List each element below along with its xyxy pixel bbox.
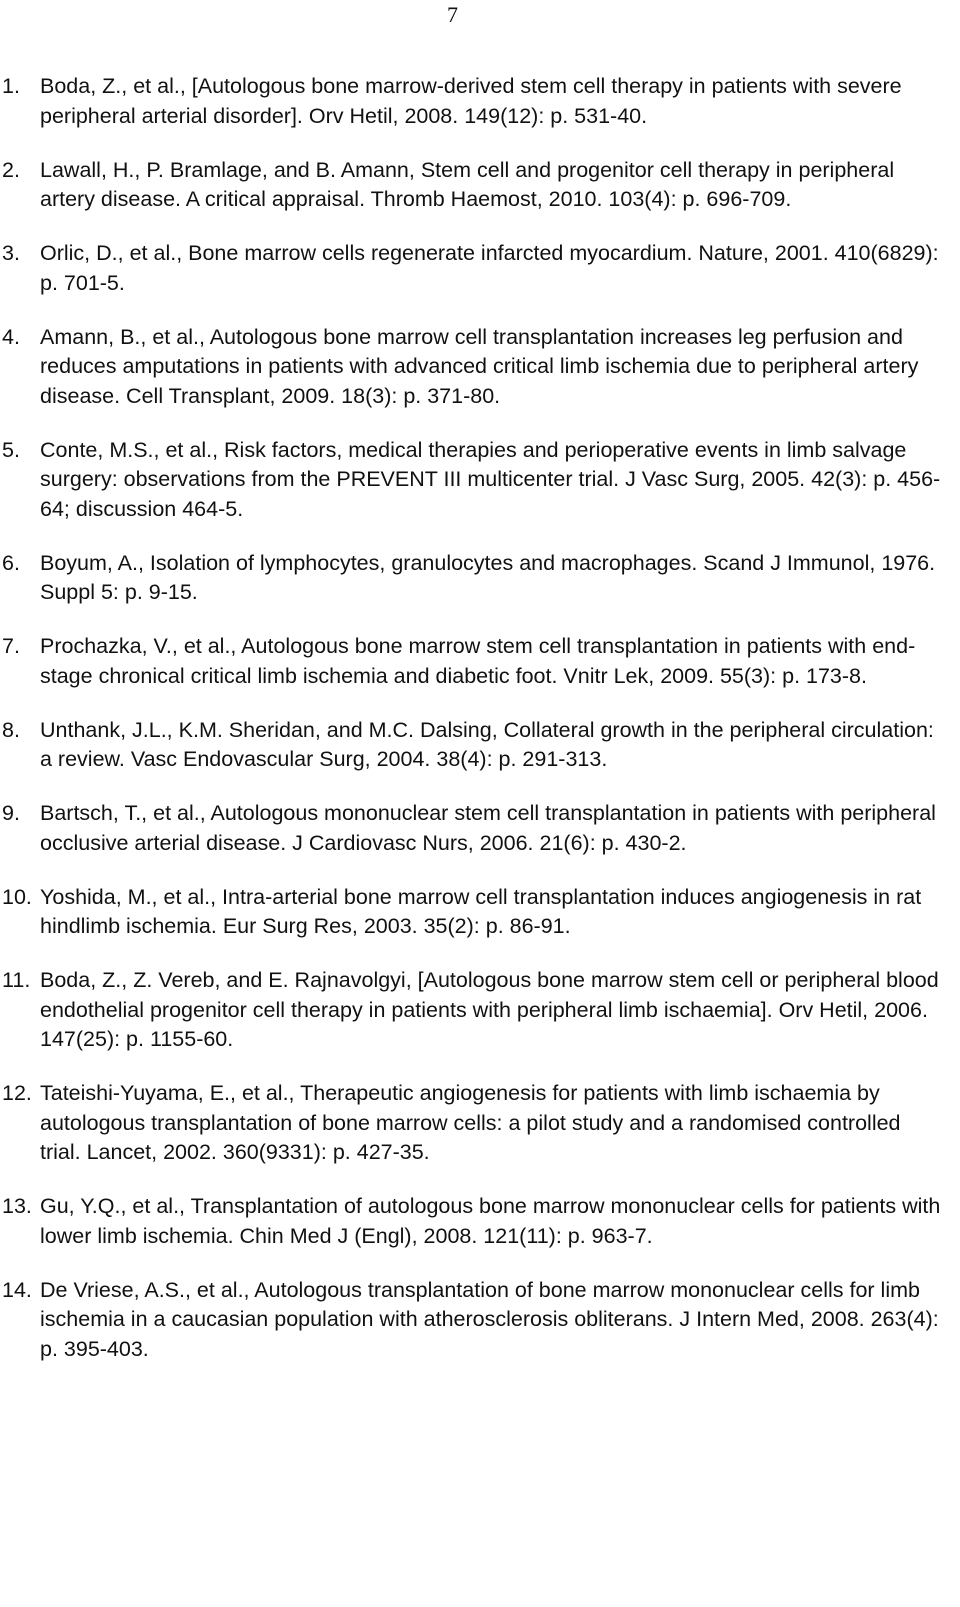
- reference-item: [0, 549, 960, 608]
- reference-number: 9.: [2, 801, 20, 825]
- reference-item: [0, 1079, 960, 1168]
- reference-text: Conte, M.S., et al., Risk factors, medical therapies and perioperative events in limb salvage surgery: observations from the PREVENT III multicenter trial. J Vasc Surg, 2005. 42(3): p. 456-64; discussion 464-5.: [40, 437, 941, 521]
- reference-text: Lawall, H., P. Bramlage, and B. Amann, Stem cell and progenitor cell therapy in peripheral artery disease. A critical appraisal. Thromb Haemost, 2010. 103(4): p. 696-709.: [40, 157, 895, 211]
- reference-number: 7.: [2, 634, 20, 658]
- reference-item: [0, 883, 960, 942]
- reference-text: Bartsch, T., et al., Autologous mononuclear stem cell transplantation in patients with peripheral occlusive arterial disease. J Cardiovasc Nurs, 2006. 21(6): p. 430-2.: [40, 801, 936, 855]
- reference-number: 14.: [2, 1277, 32, 1302]
- reference-text: Gu, Y.Q., et al., Transplantation of autologous bone marrow mononuclear cells for patients with lower limb ischemia. Chin Med J (Engl), 2008. 121(11): p. 963-7.: [40, 1194, 941, 1248]
- reference-text: Boda, Z., Z. Vereb, and E. Rajnavolgyi, [Autologous bone marrow stem cell or peripheral blood endothelial progenitor cell therapy in patients with peripheral limb ischaemia]. Orv Hetil, 2006. 147(25): p. 1155-60.: [40, 968, 939, 1051]
- reference-text: Yoshida, M., et al., Intra-arterial bone marrow cell transplantation induces angiogenesis in rat hindlimb ischemia. Eur Surg Res, 2003. 35(2): p. 86-91.: [40, 884, 922, 938]
- reference-item: [0, 1192, 960, 1251]
- reference-number: 4.: [2, 324, 20, 349]
- reference-list: [0, 72, 960, 1389]
- reference-text: Tateishi-Yuyama, E., et al., Therapeutic angiogenesis for patients with limb ischaemia by autologous transplantation of bone marrow cells: a pilot study and a randomised controlled trial. Lancet, 2002. 360(9331): p. 427-35.: [40, 1081, 901, 1164]
- reference-number: 13.: [2, 1194, 32, 1218]
- reference-text: Amann, B., et al., Autologous bone marrow cell transplantation increases leg perfusion and reduces amputations in patients with advanced critical limb ischemia due to peripheral artery disease. Cell Transplant, 2009. 18(3): p. 371-80.: [40, 324, 919, 408]
- reference-item: [0, 156, 960, 215]
- reference-item: [0, 436, 960, 525]
- reference-text: Orlic, D., et al., Bone marrow cells regenerate infarcted myocardium. Nature, 2001. 410(6829): p. 701-5.: [40, 241, 939, 295]
- reference-item: [0, 72, 960, 131]
- reference-text: De Vriese, A.S., et al., Autologous transplantation of bone marrow mononuclear cells for limb ischemia in a caucasian population with atherosclerosis obliterans. J Intern Med, 2008. 263(4): p. 395-403.: [40, 1277, 939, 1361]
- reference-number: 1.: [2, 74, 20, 98]
- reference-item: [0, 716, 960, 775]
- reference-number: 3.: [2, 241, 20, 265]
- reference-item: [0, 239, 960, 298]
- reference-number: 6.: [2, 550, 20, 575]
- reference-number: 10.: [2, 884, 32, 909]
- reference-number: 8.: [2, 717, 20, 742]
- reference-number: 11.: [2, 968, 31, 992]
- reference-text: Unthank, J.L., K.M. Sheridan, and M.C. Dalsing, Collateral growth in the peripheral circulation: a review. Vasc Endovascular Surg, 2004. 38(4): p. 291-313.: [40, 717, 934, 771]
- reference-item: [0, 323, 960, 412]
- reference-text: Prochazka, V., et al., Autologous bone marrow stem cell transplantation in patients with end-stage chronical critical limb ischemia and diabetic foot. Vnitr Lek, 2009. 55(3): p. 173-8.: [40, 634, 916, 688]
- reference-number: 12.: [2, 1081, 32, 1105]
- reference-number: 2.: [2, 157, 20, 182]
- reference-item: [0, 799, 960, 858]
- page-number: 7: [447, 2, 458, 27]
- reference-item: [0, 632, 960, 691]
- reference-text: Boda, Z., et al., [Autologous bone marrow-derived stem cell therapy in patients with severe peripheral arterial disorder]. Orv Hetil, 2008. 149(12): p. 531-40.: [40, 74, 902, 128]
- reference-text: Boyum, A., Isolation of lymphocytes, granulocytes and macrophages. Scand J Immunol, 1976. Suppl 5: p. 9-15.: [40, 550, 936, 604]
- reference-number: 5.: [2, 437, 20, 462]
- reference-item: [0, 1276, 960, 1365]
- reference-item: [0, 966, 960, 1055]
